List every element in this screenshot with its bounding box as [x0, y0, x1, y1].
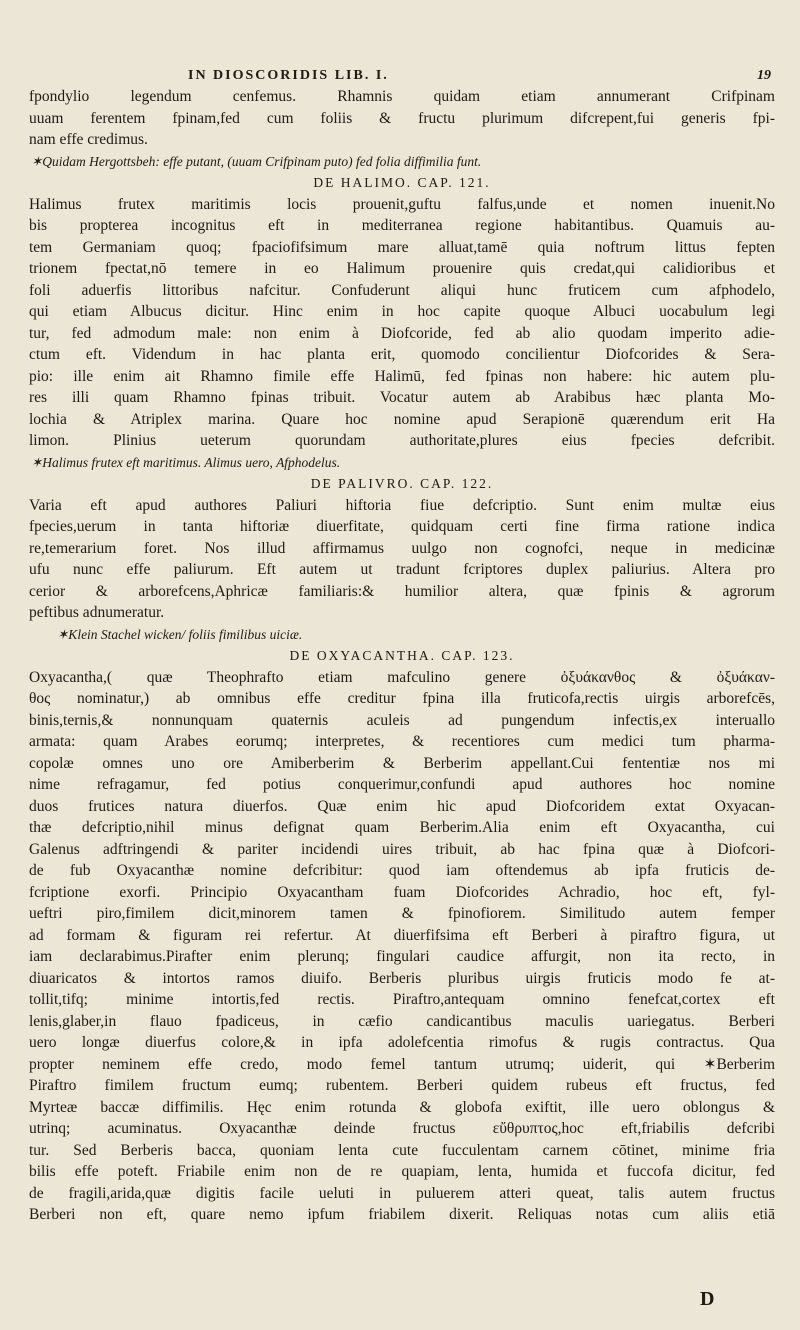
text-line: tollit,tifq; minime intortis,fed rectis. Piraftro,antequam omnino fenefcat,cortex eft	[29, 991, 775, 1008]
text-line: θος nominatur,) ab omnibus effe creditur fpina illa fruticofa,rectis uirgis arborefcēs,	[29, 690, 775, 707]
text-line: Piraftro fimilem fructum eumq; rubentem. Berberi quidem rubeus eft fructus, fed	[29, 1077, 775, 1094]
text-line: pio: ille enim ait Rhamno fimile effe Halimū, fed fpinas non habere: hic autem plu-	[29, 367, 775, 385]
running-head-title: IN DIOSCORIDIS LIB. I.	[188, 68, 389, 83]
text-line: uero longæ diuerfus colore,& in ipfa adolefcentia rimofus & rugis contractus. Qua	[29, 1034, 775, 1051]
text-line: Galenus adftringendi & pariter incidendi uires tribuit, ab hac fpina quæ à Diofcori-	[29, 840, 775, 858]
text-line: bis propterea incognitus eft in mediterranea regione habitantibus. Quamuis au-	[29, 217, 775, 234]
text-line: utrinq; acuminatus. Oxyacanthæ deinde fructus εὔθρυπτος,hoc eft,friabilis defcribi	[29, 1120, 775, 1137]
text-line: tur, fed admodum male: non enim à Diofcoride, fed ab alio quodam imperito adie-	[29, 324, 775, 342]
text-line: tur. Sed Berberis bacca, quoniam lenta cute fucculentam carnem cōtinet, minime fria	[29, 1141, 775, 1159]
text-line: fpecies,uerum in tanta hiftoriæ diuerfitate, quidquam certi fine firma ratione indica	[29, 518, 775, 535]
text-line: nam effe credimus.	[29, 131, 148, 148]
text-line: re,temerarium foret. Nos illud affirmamus uulgo non cognofci, neque in medicinæ	[29, 539, 775, 557]
text-line: iam declarabimus.Pirafter enim plerunq; fingulari caudice affurgit, non ita recto, in	[29, 948, 775, 965]
text-line: ufu nunc effe paliurum. Eft autem ut tradunt fcriptores duplex paliurius. Altera pro	[29, 561, 775, 578]
chapter-heading: DE HALIMO. CAP. 121.	[313, 175, 491, 190]
text-line: armata: quam Arabes eorumq; interpretes, & recentiores cum medici tum pharma-	[29, 733, 775, 750]
text-line: res illi quam Rhamno fpinas tribuit. Vocatur autem ab Arabibus hæc planta Mo-	[29, 389, 775, 406]
text-line: fpondylio legendum cenfemus. Rhamnis quidam etiam annumerant Crifpinam	[29, 88, 775, 105]
text-line: peftibus adnumeratur.	[29, 604, 165, 621]
text-line: uuam ferentem fpinam,fed cum foliis & fructu plurimum difcrepent,fui generis fpi-	[29, 109, 775, 127]
marginal-note: ✶Halimus frutex eft maritimus. Alimus uero, Afphodelus.	[31, 454, 341, 470]
text-line: foli aduerfis littoribus nafcitur. Confuderunt aliqui hunc fruticem cum afphodelo,	[29, 281, 775, 299]
text-line: Myrteæ baccæ diffimilis. Hęc enim rotunda & globofa exiftit, ille uero oblongus &	[29, 1098, 775, 1116]
text-line: Varia eft apud authores Paliuri hiftoria fiue defcriptio. Sunt enim multæ eius	[29, 496, 775, 514]
text-line: de fub Oxyacanthæ nomine defcribitur: quod iam oftendemus ab ipfa fruticis de-	[29, 862, 775, 879]
text-line: lenis,glaber,in flauo fpadiceus, in cæfio candicantibus maculis uariegatus. Berberi	[29, 1012, 775, 1030]
text-line: ueftri piro,fimilem dicit,minorem tamen & fpinofiorem. Similitudo autem femper	[29, 905, 775, 922]
text-line: bilis effe poteft. Friabile enim non de re quapiam, lenta, humida et fuccofa dicitur, fed	[29, 1163, 775, 1180]
text-line: nime refragamur, fed potius conquerimur,confundi apud authores hoc nomine	[29, 776, 775, 793]
marginal-note: ✶Quidam Hergottsbeh: effe putant, (uuam Crifpinam puto) fed folia diffimilia funt.	[31, 153, 482, 169]
chapter-heading: DE OXYACANTHA. CAP. 123.	[289, 648, 515, 663]
text-line: propter neminem effe credo, modo femel tantum utrumq; uiderit, qui ✶Berberim	[29, 1055, 775, 1073]
text-line: duos frutices natura diuerfos. Quæ enim hic apud Diofcoridem extat Oxyacan-	[29, 797, 775, 815]
text-line: Halimus frutex maritimis locis prouenit,guftu falfus,unde et nomen inuenit.No	[29, 195, 775, 213]
text-line: Berberi non eft, quare nemo ipfum friabilem dixerit. Reliquas notas cum aliis etiā	[29, 1206, 775, 1223]
text-line: cerior & arborefcens,Aphricæ familiaris:& humilior altera, quæ fpinis & agrorum	[29, 582, 775, 600]
page-number: 19	[757, 68, 771, 83]
text-line: limon. Plinius ueterum quorundam authoritate,plures eius fpecies defcribit.	[29, 432, 775, 449]
text-line: Oxyacantha,( quæ Theophrafto etiam mafculino genere ὀξυάκανθος & ὀξυάκαν-	[29, 668, 775, 686]
text-line: fcriptione exorfi. Principio Oxyacantham fuam Diofcorides Achradio, hoc eft, fyl-	[29, 883, 775, 901]
text-line: qui etiam Albucus dicitur. Hinc enim in hoc capite quoque Albuci uocabulum legi	[29, 303, 775, 320]
text-line: tem Germaniam quoq; fpaciofifsimum mare alluat,tamē quia noftrum littus fepten	[29, 238, 775, 256]
text-line: binis,ternis,& nonnunquam quaternis aculeis ad pungendum infectis,ex interuallo	[29, 711, 775, 729]
text-line: ctum eft. Videndum in hac planta erit, quomodo concilientur Diofcorides & Sera-	[29, 346, 775, 363]
text-line: diuaricatos & intortos ramos diuifo. Berberis pluribus uirgis fruticis modo fe at-	[29, 969, 775, 987]
text-line: ad formam & figuram rei refertur. At diuerfifsima eft Berberi à piraftro figura, ut	[29, 926, 775, 944]
marginal-note: ✶Klein Stachel wicken/ foliis fimilibus uiciæ.	[57, 626, 303, 642]
chapter-heading: DE PALIVRO. CAP. 122.	[310, 476, 494, 491]
text-line: de fragili,arida,quæ digitis facile ueluti in puluerem atteri queat, talis autem fructus	[29, 1184, 775, 1202]
text-line: lochia & Atriplex marina. Quare hoc nomine apud Serapionē quærendum erit Ha	[29, 410, 775, 428]
text-line: thæ defcriptio,nihil minus defignat quam Berberim.Alia enim eft Oxyacantha, cui	[29, 819, 775, 836]
main-text	[29, 86, 775, 1226]
text-line: copolæ omnes uno ore Amiberberim & Berberim appellant.Cui fententiæ nos mi	[29, 754, 775, 772]
text-line: trionem fpectat,nō temere in eo Halimum prouenire quis credat,qui calidioribus et	[29, 260, 775, 277]
signature-mark: D	[700, 1288, 715, 1310]
running-head	[0, 66, 800, 88]
